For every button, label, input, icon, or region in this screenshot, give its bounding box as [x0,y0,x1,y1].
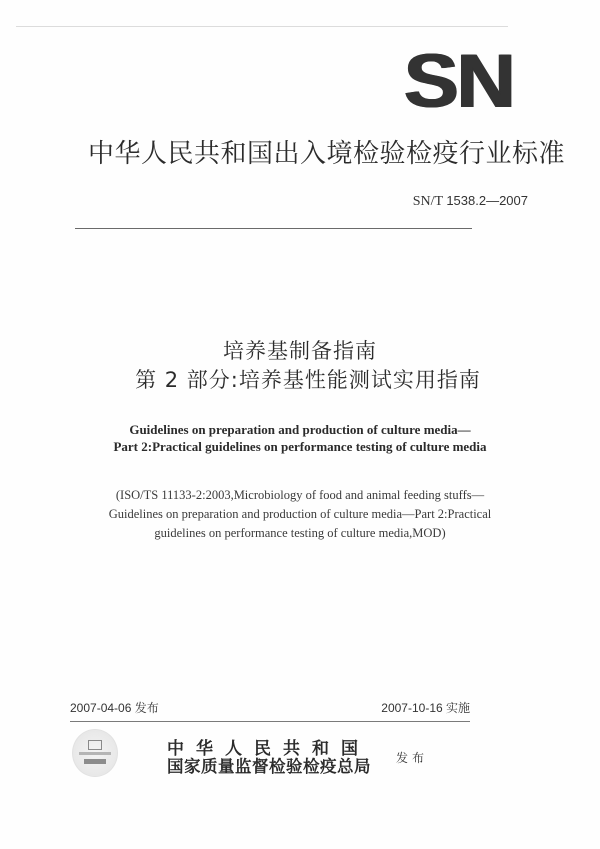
date-effective: 2007-10-16 实施 [381,701,470,715]
seal-label [84,759,106,764]
standard-code: 1538.2—2007 [446,193,528,208]
title-cn-main: 培养基制备指南 [223,339,377,363]
title-en [0,421,600,455]
standard-number [413,193,528,210]
sn-logo: SN [404,39,514,124]
title-cn-subtitle: 第 2 部分:培养基性能测试实用指南 [135,368,481,392]
footer-divider [70,721,470,722]
issuer-block [167,740,371,776]
issuer-action: 发布 [396,751,429,765]
anti-counterfeit-seal-icon [72,729,118,777]
seal-emblem [88,740,102,750]
seal-band [79,752,111,755]
standard-prefix: SN/T [412,194,443,209]
title-en-line-1: Guidelines on preparation and production of culture media— [129,422,471,437]
top-edge-line [16,26,508,27]
title-en-line-2: Part 2:Practical guidelines on performance testing of culture media [113,439,487,454]
issuer-country: 中华人民共和国 [167,739,370,759]
adopted-line-2: Guidelines on preparation and production of culture media—Part 2:Practical [108,507,492,521]
adopted-line-3: guidelines on performance testing of culture media,MOD) [154,526,446,540]
issuer-agency: 国家质量监督检验检疫总局 [167,757,371,776]
date-issued: 2007-04-06 发布 [70,701,159,715]
header-title: 中华人民共和国出入境检验检疫行业标准 [88,139,566,169]
header-divider [75,228,472,229]
adopted-standard-note [0,486,600,543]
adopted-line-1: (ISO/TS 11133-2:2003,Microbiology of food and animal feeding stuffs— [115,488,485,502]
